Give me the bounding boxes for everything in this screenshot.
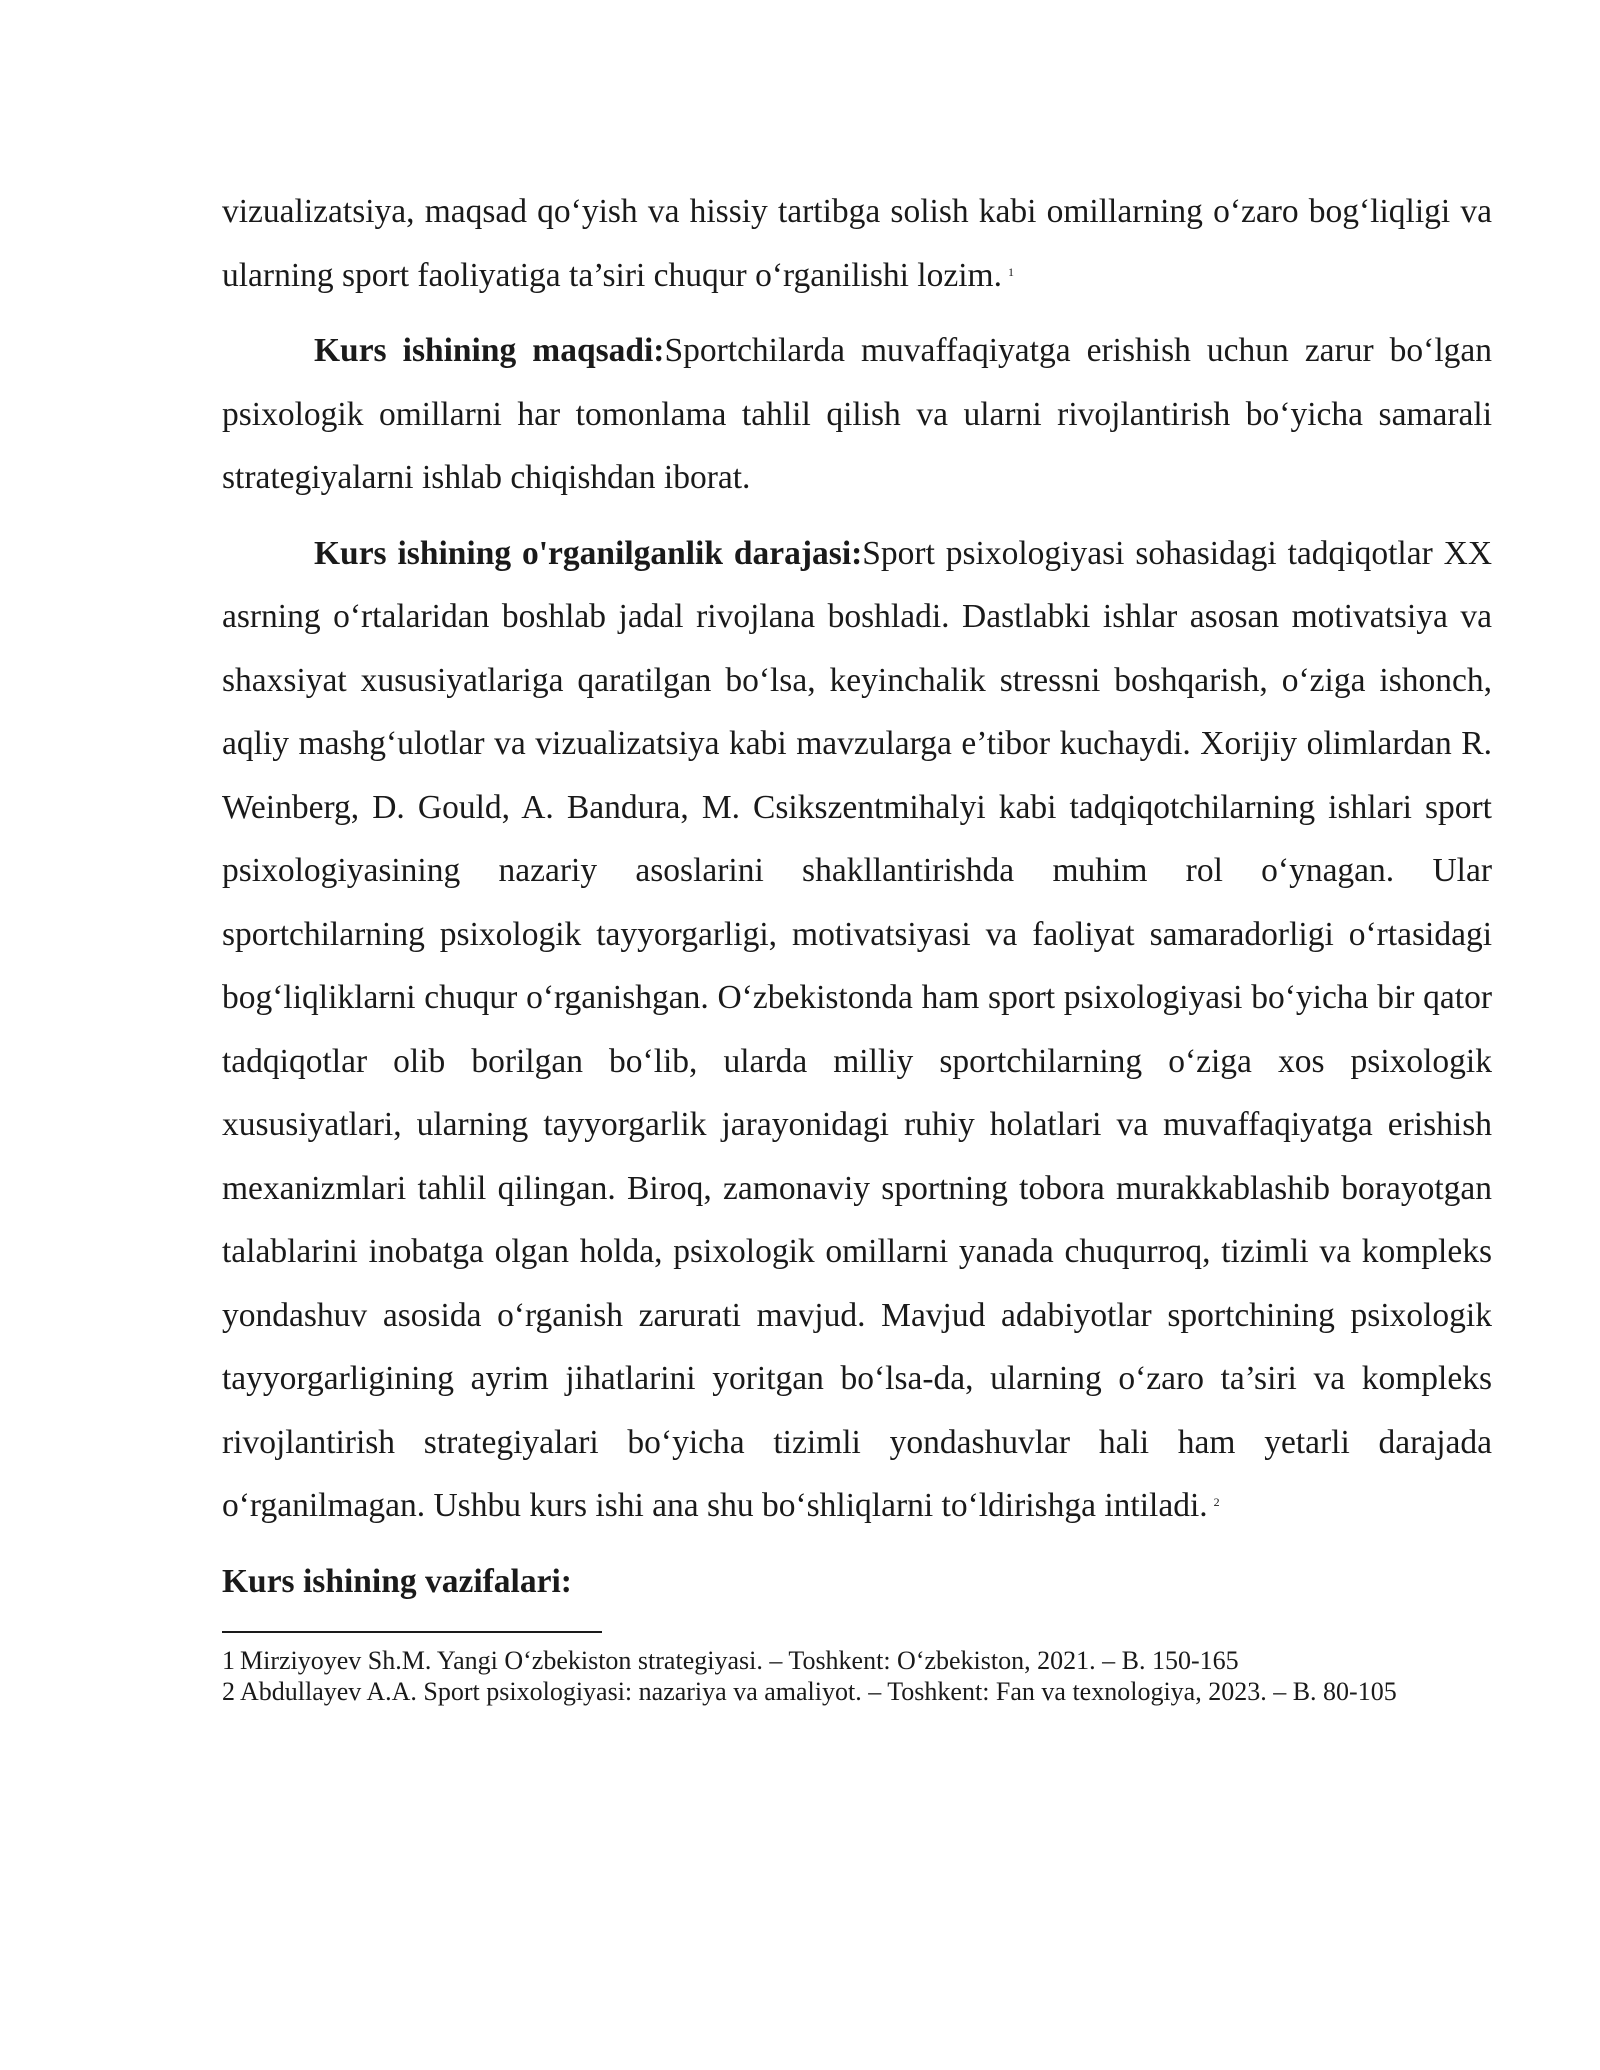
footnote-reference[interactable]: 1: [1007, 264, 1014, 279]
footnote-item: [222, 1645, 1492, 1676]
paragraph-text: vizualizatsiya, maqsad qo‘yish va hissiy tartibga solish kabi omillarning o‘zaro bog‘liqligi va ularning sport faoliyatiga ta’siri chuqur o‘rganilishi lozim.: [222, 193, 1492, 294]
paragraph-text: Sportchilarda muvaffaqiyatga erishish uchun zarur bo‘lgan psixologik omillarni har tomonlama tahlil qilish va ularni rivojlantirish bo‘yicha samarali strategiyalarni ishlab chiqishdan iborat.: [222, 332, 1492, 496]
section-heading: Kurs ishining vazifalari:: [222, 1562, 572, 1600]
footnotes: [222, 1645, 1492, 1707]
paragraph-study-level: [222, 522, 1492, 1538]
footnote-number: 2: [222, 1677, 235, 1706]
footnote-text: Abdullayev A.A. Sport psixologiyasi: nazariya va amaliyot. – Toshkent: Fan va texnologiya, 2023. – B. 80-105: [240, 1677, 1397, 1706]
paragraph-continuation: [222, 180, 1492, 307]
footnote-item: [222, 1676, 1492, 1707]
document-page: [222, 180, 1492, 1707]
paragraph-text: Sport psixologiyasi sohasidagi tadqiqotlar XX asrning o‘rtalaridan boshlab jadal rivojlana boshladi. Dastlabki ishlar asosan motivatsiya va shaxsiyat xususiyatlariga qaratilgan bo‘lsa, keyinchalik stressni boshqarish, o‘ziga ishonch, aqliy mashg‘ulotlar va vizualizatsiya kabi mavzularga e’tibor kuchaydi. Xorijiy olimlardan R. Weinberg, D. Gould, A. Bandura, M. Csikszentmihalyi kabi tadqiqotchilarning ishlari sport psixologiyasining nazariy asoslarini shakllantirishda muhim rol o‘ynagan. Ular sportchilarning psixologik tayyorgarligi, motivatsiyasi va faoliyat samaradorligi o‘rtasidagi bog‘liqliklarni chuqur o‘rganishgan. O‘zbekistonda ham sport psixologiyasi bo‘yicha bir qator tadqiqotlar olib borilgan bo‘lib, ularda milliy sportchilarning o‘ziga xos psixologik xususiyatlari, ularning tayyorgarlik jarayonidagi ruhiy holatlari va muvaffaqiyatga erishish mexanizmlari tahlil qilingan. Biroq, zamonaviy sportning tobora murakkablashib borayotgan talablarini inobatga olgan holda, psixologik omillarni yanada chuqurroq, tizimli va kompleks yondashuv asosida o‘rganish zarurati mavjud. Mavjud adabiyotlar sportchining psixologik tayyorgarligining ayrim jihatlarini yoritgan bo‘lsa-da, ularning o‘zaro ta’siri va kompleks rivojlantirish strategiyalari bo‘yicha tizimli yondashuvlar hali ham yetarli darajada o‘rganilmagan. Ushbu kurs ishi ana shu bo‘shliqlarni to‘ldirishga intiladi.: [222, 534, 1493, 1524]
footnote-number: 1: [222, 1646, 235, 1675]
paragraph-label: Kurs ishining o'rganilganlik darajasi:: [314, 534, 863, 572]
footnote-text: Mirziyoyev Sh.M. Yangi O‘zbekiston strategiyasi. – Toshkent: O‘zbekiston, 2021. – B. 150-165: [240, 1646, 1239, 1675]
footnote-reference[interactable]: 2: [1213, 1495, 1220, 1509]
paragraph-label: Kurs ishining maqsadi:: [314, 332, 665, 369]
footnote-divider: [222, 1631, 602, 1633]
paragraph-goal: [222, 319, 1492, 510]
